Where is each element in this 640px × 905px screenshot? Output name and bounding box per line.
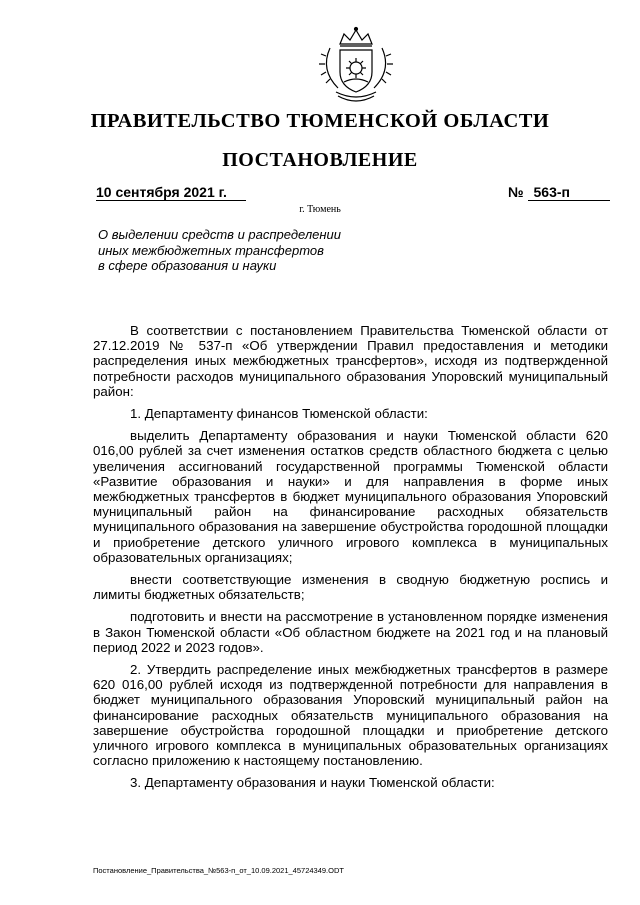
paragraph-item-3: 3. Департаменту образования и науки Тюменской области:: [130, 775, 495, 791]
government-title: ПРАВИТЕЛЬСТВО ТЮМЕНСКОЙ ОБЛАСТИ: [90, 110, 550, 132]
paragraph-item-1-prepare: подготовить и внести на рассмотрение в установленном порядке изменения в Закон Тюменской области «Об областном бюджете на 2021 год и на плановый период 2022 и 2023 годов».: [93, 609, 608, 655]
paragraph-item-2: 2. Утвердить распределение иных межбюджетных трансфертов в размере 620 016,00 рублей исходя из подтвержденной потребности для направления в бюджет муниципального образования Упоровский муниципальный район на финансирование расходных обязательств муниципального образования на завершение обустройства городошной площадки и приобретение детского уличного игрового комплекса в муниципальных образовательных организациях согласно приложению к настоящему постановлению.: [93, 662, 608, 769]
paragraph-item-1-allocate: выделить Департаменту образования и науки Тюменской области 620 016,00 рублей за счет изменения остатков средств областного бюджета с целью увеличения ассигнований государственной программы Тюменской области «Развитие образования и науки» и для направления в форме иных межбюджетных трансфертов в бюджет муниципального образования Упоровский муниципальный район на финансирование расходных обязательств муниципального образования на завершение обустройства городошной площадки и приобретение детского уличного игрового комплекса в муниципальных образовательных организациях;: [93, 428, 608, 565]
document-number: 563-п: [528, 184, 610, 201]
paragraph-preamble: В соответствии с постановлением Правительства Тюменской области от 27.12.2019 № 537-п «Об утверждении Правил предоставления и методики распределения иных межбюджетных трансфертов», исходя из подтвержденной потребности расходов муниципального образования Упоровский муниципальный район:: [93, 323, 608, 399]
subject-line: О выделении средств и распределении: [98, 227, 342, 242]
subject-line: иных межбюджетных трансфертов: [98, 242, 324, 258]
document-number-block: [508, 184, 610, 201]
document-body: [93, 323, 608, 798]
city-label: г. Тюмень: [299, 204, 341, 215]
file-footer: Постановление_Правительства_№563-п_от_10.09.2021_45724349.ODT: [93, 866, 344, 875]
paragraph-item-1-amend: внести соответствующие изменения в сводную бюджетную роспись и лимиты бюджетных обязательств;: [93, 572, 608, 603]
document-type: ПОСТАНОВЛЕНИЕ: [222, 149, 418, 171]
coat-of-arms-icon: [316, 26, 396, 106]
paragraph-item-1: 1. Департаменту финансов Тюменской области:: [130, 406, 428, 422]
document-date: 10 сентября 2021 г.: [96, 184, 246, 201]
subject-line: в сфере образования и науки: [98, 258, 277, 273]
document-subject: [98, 227, 398, 274]
number-sign: №: [508, 184, 524, 200]
